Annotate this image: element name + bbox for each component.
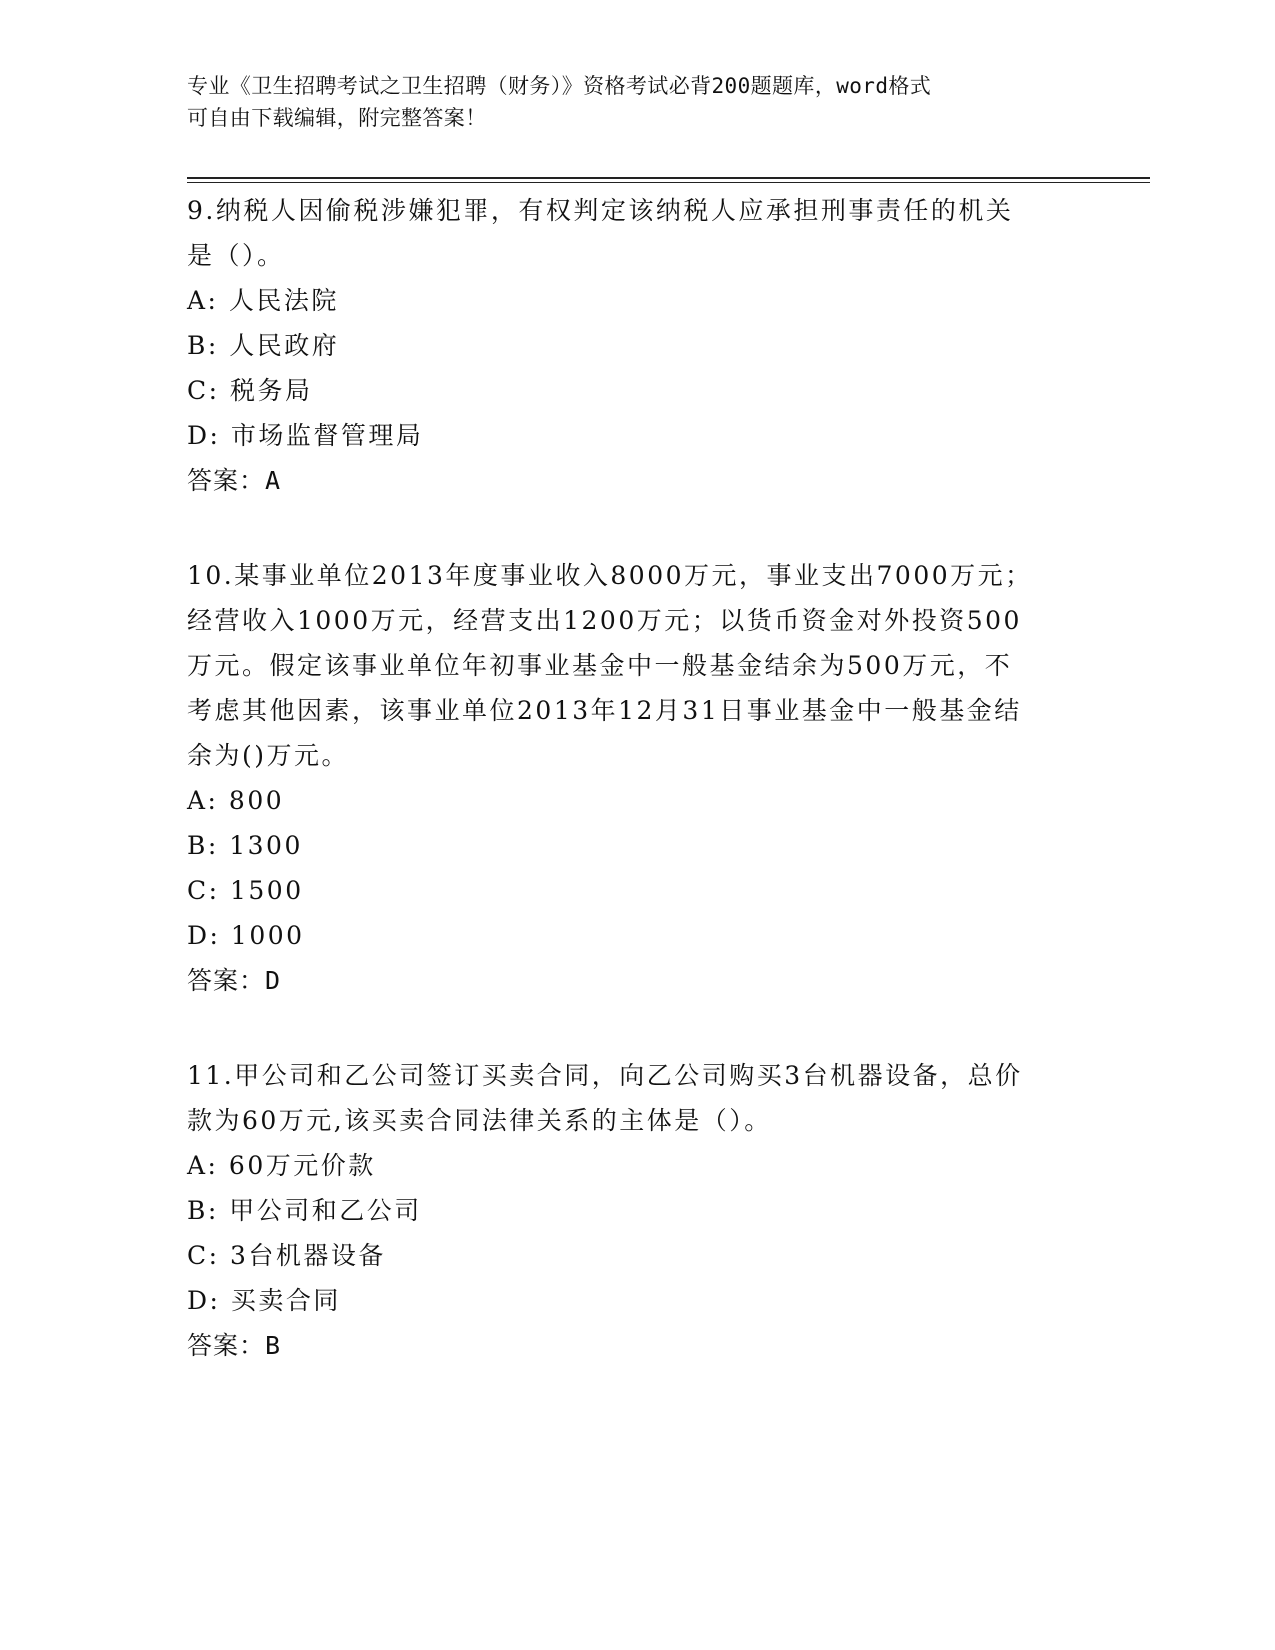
stem-line: 经营收入1000万元，经营支出1200万元；以货币资金对外投资500 — [187, 606, 1022, 635]
option-d: D: 买卖合同 — [187, 1286, 341, 1315]
option-d: D: 1000 — [187, 921, 305, 950]
question-block — [187, 553, 1067, 1003]
option-d: D: 市场监督管理局 — [187, 421, 424, 450]
stem-line: 11.甲公司和乙公司签订买卖合同，向乙公司购买3台机器设备，总价 — [187, 1061, 1023, 1090]
document-header — [187, 70, 1067, 134]
option-b: B: 甲公司和乙公司 — [187, 1196, 422, 1225]
option-a: A: 60万元价款 — [187, 1151, 376, 1180]
option-b: B: 人民政府 — [187, 331, 340, 360]
answer-line: 答案：D — [187, 966, 282, 995]
header-line: 专业《卫生招聘考试之卫生招聘（财务）》资格考试必背200题题库，word格式 — [187, 74, 932, 98]
stem-line: 余为()万元。 — [187, 741, 350, 770]
question-block — [187, 188, 1067, 503]
option-b: B: 1300 — [187, 831, 303, 860]
option-c: C: 3台机器设备 — [187, 1241, 386, 1270]
stem-line: 10.某事业单位2013年度事业收入8000万元，事业支出7000万元； — [187, 561, 1033, 590]
option-a: A: 800 — [187, 786, 285, 815]
stem-line: 款为60万元,该买卖合同法律关系的主体是（）。 — [187, 1106, 772, 1135]
header-divider-thin — [187, 182, 1150, 183]
stem-line: 9.纳税人因偷税涉嫌犯罪，有权判定该纳税人应承担刑事责任的机关 — [187, 196, 1014, 225]
stem-line: 考虑其他因素，该事业单位2013年12月31日事业基金中一般基金结 — [187, 696, 1022, 725]
option-c: C: 税务局 — [187, 376, 313, 405]
stem-line: 是（）。 — [187, 241, 285, 270]
question-block — [187, 1053, 1067, 1368]
stem-line: 万元。假定该事业单位年初事业基金中一般基金结余为500万元，不 — [187, 651, 1013, 680]
question-stem — [187, 553, 1067, 778]
header-line: 可自由下载编辑，附完整答案！ — [187, 106, 487, 130]
answer-line: 答案：B — [187, 1331, 282, 1360]
header-divider — [187, 177, 1150, 179]
answer-line: 答案：A — [187, 466, 282, 495]
question-stem — [187, 188, 1067, 278]
option-a: A: 人民法院 — [187, 286, 339, 315]
question-stem — [187, 1053, 1067, 1143]
option-c: C: 1500 — [187, 876, 304, 905]
